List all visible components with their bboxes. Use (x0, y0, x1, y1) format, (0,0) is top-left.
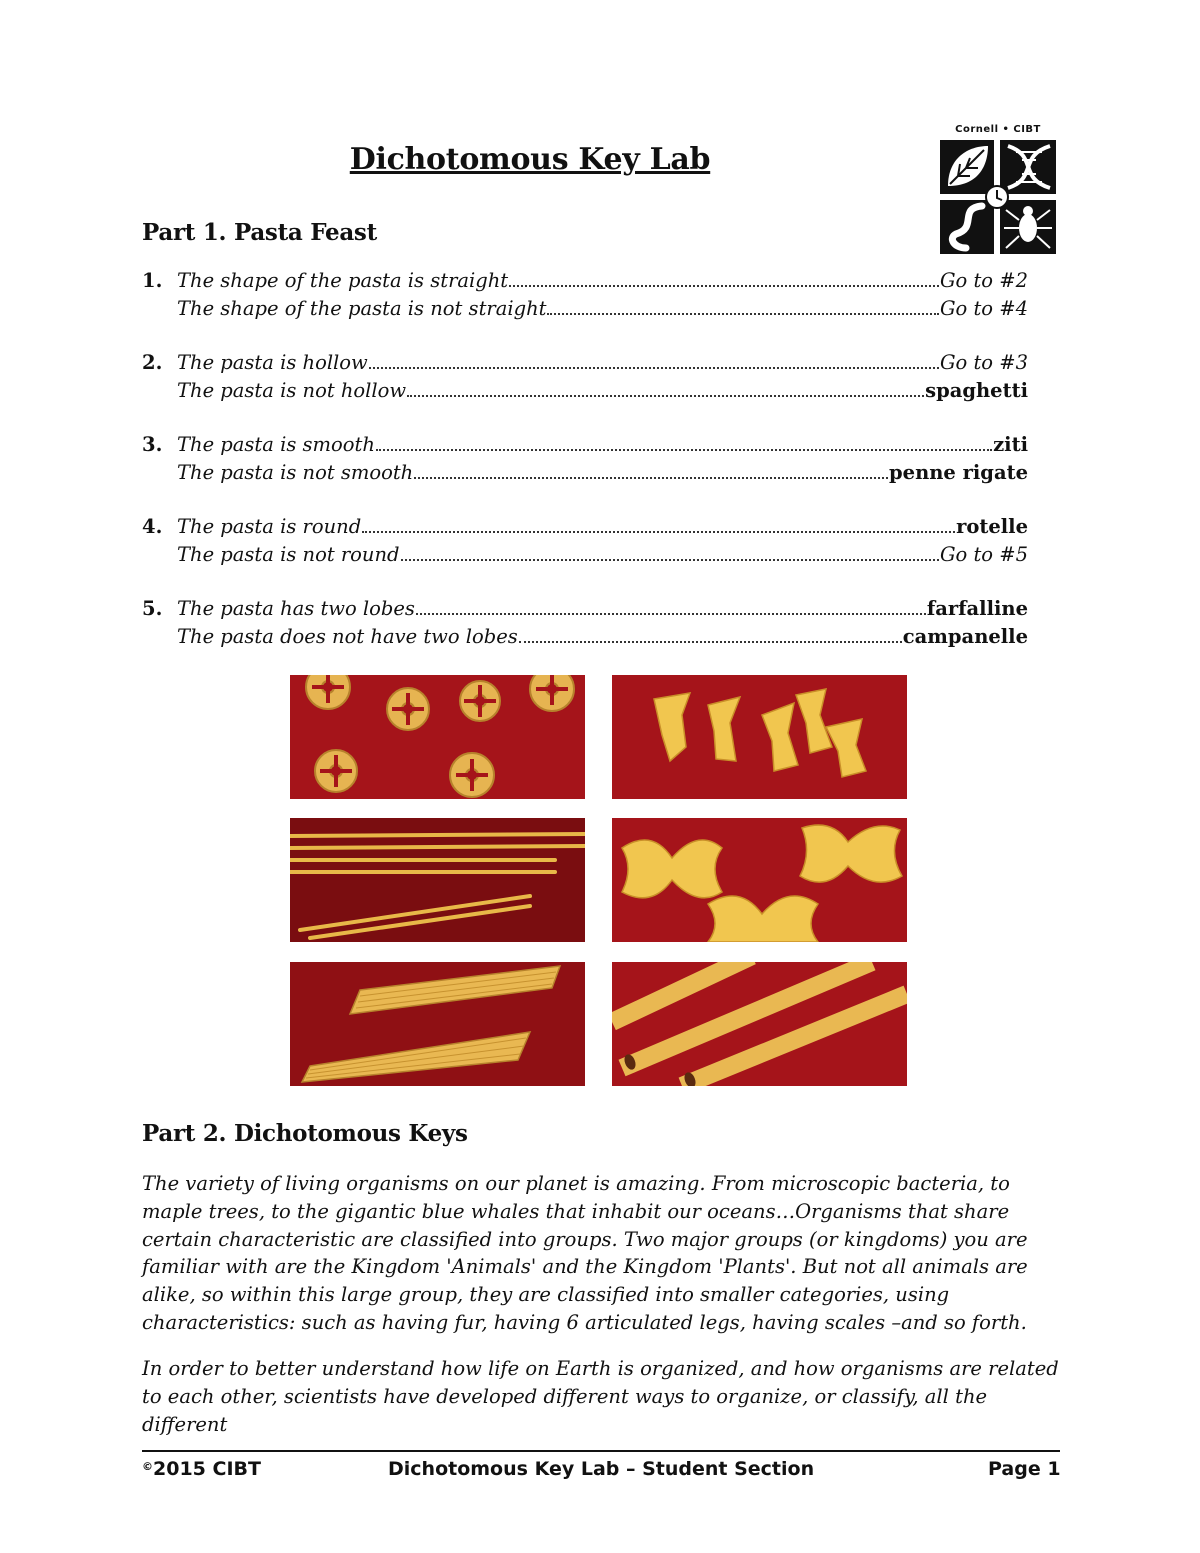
campanelle-image (612, 675, 907, 799)
key-result: penne rigate (889, 460, 1028, 484)
key-couplet (142, 515, 1028, 570)
key-line (142, 597, 1028, 625)
ziti-image (612, 962, 907, 1086)
rotelle-image (290, 675, 585, 799)
couplet-number: 4. (142, 515, 163, 538)
key-line (142, 269, 1028, 297)
key-result: spaghetti (925, 378, 1028, 402)
leader-dots (369, 367, 939, 369)
key-line (142, 543, 1028, 571)
logo-caption: Cornell • CIBT (955, 124, 1041, 135)
key-couplet (142, 597, 1028, 652)
leader-dots (362, 531, 955, 533)
key-description: The pasta is not hollow (177, 378, 407, 402)
key-result: Go to #4 (939, 296, 1028, 320)
key-result: Go to #5 (939, 542, 1028, 566)
farfalline-image (612, 818, 907, 942)
key-couplet (142, 433, 1028, 488)
key-result: ziti (993, 433, 1028, 456)
key-line (142, 433, 1028, 461)
spaghetti-image (290, 818, 585, 942)
copyright-symbol: © (142, 1460, 153, 1473)
leader-dots (547, 313, 938, 315)
leader-dots (519, 641, 902, 643)
couplet-number: 1. (142, 269, 163, 292)
key-description: The pasta is hollow (177, 351, 368, 374)
dichotomous-key (142, 269, 1028, 679)
key-result: Go to #2 (939, 269, 1028, 292)
footer-page-number: Page 1 (988, 1458, 1061, 1480)
footer-copyright-text: 2015 CIBT (153, 1458, 261, 1480)
key-result: Go to #3 (939, 351, 1028, 374)
key-line (142, 515, 1028, 543)
key-description: The pasta is round (177, 515, 362, 538)
key-line (142, 625, 1028, 653)
key-result: campanelle (902, 624, 1028, 648)
part2-heading: Part 2. Dichotomous Keys (142, 1120, 468, 1147)
key-line (142, 379, 1028, 407)
key-couplet (142, 269, 1028, 324)
key-result: rotelle (956, 515, 1028, 538)
leader-dots (407, 395, 924, 397)
couplet-number: 2. (142, 351, 163, 374)
footer-copyright (142, 1458, 261, 1480)
intro-paragraph: The variety of living organisms on our planet is amazing. From microscopic bacteria, to maple trees, to the gigantic blue whales that inhabit our oceans…Organisms that share certain characteristic are classified into groups. Two major groups (or kingdoms) you are familiar with are the Kingdom 'Animals' and the Kingdom 'Plants'. But not all animals are alike, so within this large group, they are classified into smaller categories, using characteristics: such as having fur, having 6 articulated legs, having scales –and so forth. (142, 1172, 1028, 1334)
key-result: farfalline (926, 597, 1028, 620)
key-line (142, 351, 1028, 379)
leader-dots (416, 613, 926, 615)
key-description: The pasta is not round (177, 542, 400, 566)
key-description: The shape of the pasta is not straight (177, 296, 547, 320)
footer-rule (142, 1450, 1060, 1452)
penne-rigate-image (290, 962, 585, 1086)
document-title: Dichotomous Key Lab (349, 142, 711, 177)
key-line (142, 461, 1028, 489)
cornell-cibt-logo (936, 124, 1060, 258)
logo-mark-icon (938, 138, 1058, 256)
leader-dots (509, 285, 939, 287)
couplet-number: 5. (142, 597, 163, 620)
part1-heading: Part 1. Pasta Feast (142, 219, 377, 246)
leader-dots (401, 559, 939, 561)
key-description: The pasta has two lobes (177, 597, 415, 620)
key-couplet (142, 351, 1028, 406)
couplet-number: 3. (142, 433, 163, 456)
footer-center: Dichotomous Key Lab – Student Section (388, 1458, 815, 1480)
key-description: The pasta is smooth (177, 433, 375, 456)
key-description: The pasta does not have two lobes (177, 624, 518, 648)
intro-paragraph-2: In order to better understand how life on Earth is organized, and how organisms are related to each other, scientists have developed different ways to organize, or classify, all the different (142, 1357, 1059, 1436)
key-description: The shape of the pasta is straight (177, 269, 509, 292)
key-description: The pasta is not smooth (177, 460, 414, 484)
key-line (142, 297, 1028, 325)
leader-dots (376, 449, 992, 451)
leader-dots (414, 477, 888, 479)
